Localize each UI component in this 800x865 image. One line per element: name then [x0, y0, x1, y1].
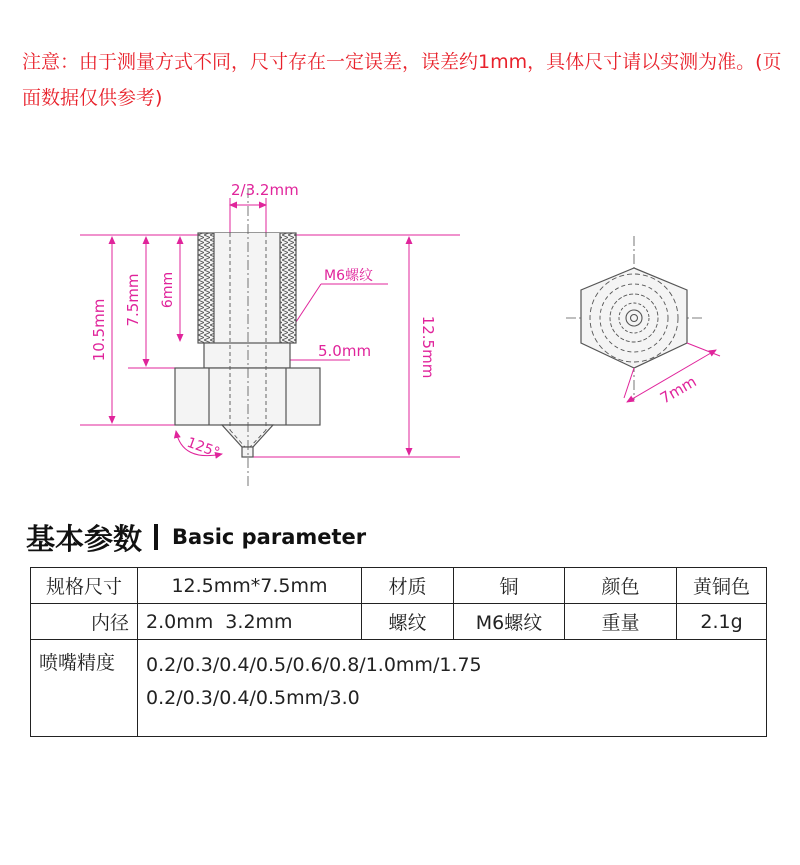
- hex-outline: [581, 268, 687, 368]
- table-cell: 黄铜色: [677, 568, 767, 604]
- neck-dimension-label: 5.0mm: [318, 342, 372, 360]
- accuracy-line-1: 0.2/0.3/0.4/0.5/0.6/0.8/1.0mm/1.75: [146, 654, 482, 676]
- nozzle-technical-drawing: [0, 170, 800, 500]
- table-row: [31, 568, 767, 604]
- notice-text: 注意：由于测量方式不同，尺寸存在一定误差，误差约1mm，具体尺寸请以实测为准。(页面数据仅供参考): [22, 51, 782, 109]
- hex-width-label: 7mm: [657, 372, 700, 408]
- parameter-table: [30, 567, 767, 737]
- lower-height-label: 10.5mm: [90, 298, 108, 362]
- table-cell: 颜色: [565, 568, 677, 604]
- table-cell: M6螺纹: [454, 604, 565, 640]
- table-cell: 规格尺寸: [31, 568, 138, 604]
- table-row: [31, 640, 767, 737]
- bore-dimension-label: 2/3.2mm: [231, 181, 299, 199]
- heading-divider: [154, 524, 158, 550]
- tip-angle-label: 125°: [184, 434, 222, 462]
- accuracy-cell: [138, 640, 767, 737]
- table-cell: 2.0mm 3.2mm: [138, 604, 362, 640]
- table-cell: 重量: [565, 604, 677, 640]
- table-cell: 喷嘴精度: [31, 640, 138, 737]
- heading-en: Basic parameter: [172, 525, 367, 549]
- table-cell: 螺纹: [362, 604, 454, 640]
- thread-label: M6螺纹: [324, 268, 373, 284]
- heading-cn: 基本参数: [26, 521, 143, 556]
- section-heading: [26, 515, 366, 559]
- table-cell: 内径: [31, 604, 138, 640]
- table-row: [31, 604, 767, 640]
- table-cell: 铜: [454, 568, 565, 604]
- thread-length-label: 6mm: [160, 271, 176, 309]
- accuracy-line-2: 0.2/0.3/0.4/0.5mm/3.0: [146, 687, 360, 709]
- table-cell: 12.5mm*7.5mm: [138, 568, 362, 604]
- total-height-label: 12.5mm: [419, 315, 437, 379]
- table-cell: 材质: [362, 568, 454, 604]
- side-view: [80, 181, 460, 488]
- nozzle-body: [175, 233, 320, 457]
- top-view: [566, 236, 720, 407]
- table-cell: 2.1g: [677, 604, 767, 640]
- upper-height-label: 7.5mm: [124, 273, 142, 327]
